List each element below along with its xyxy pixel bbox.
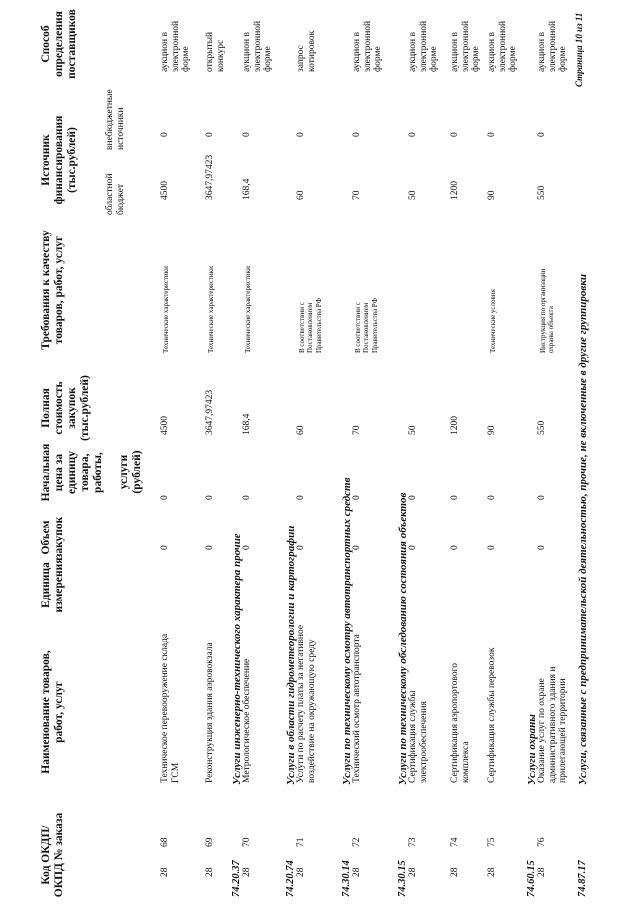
row-method: аукцион в электронной форме	[450, 20, 482, 72]
row-extra: 0	[352, 132, 362, 137]
row-code-number: 70	[242, 837, 252, 847]
row-regional: 50	[408, 190, 418, 200]
row-requirements: В соответствии с Постановлением Правительства РФ	[354, 297, 379, 353]
row-extra: 0	[450, 132, 460, 137]
row-code-number: 75	[487, 837, 497, 847]
row-code-section: 28	[537, 867, 547, 877]
row-price: 0	[242, 495, 252, 500]
row-requirements: Технические характеристики	[244, 266, 252, 353]
row-code-number: 71	[296, 837, 306, 847]
row-method: аукцион в электронной форме	[352, 20, 384, 72]
group-code: 74.30.14	[341, 860, 352, 897]
row-price: 0	[352, 495, 362, 500]
group-code: 74.20.37	[231, 860, 242, 897]
row-volume: 0	[487, 545, 497, 550]
row-name: Реконструкция здания аэровокзала	[205, 642, 215, 783]
row-code-section: 28	[296, 867, 306, 877]
row-regional: 550	[537, 185, 547, 200]
row-volume: 0	[450, 545, 460, 550]
row-volume: 0	[242, 545, 252, 550]
row-requirements: Инструкция по организации охраны объекта	[539, 268, 556, 353]
row-price: 0	[487, 495, 497, 500]
row-name: Технический осмотр автотранспорта	[352, 634, 362, 783]
row-volume: 0	[352, 545, 362, 550]
row-total: 60	[296, 425, 306, 435]
header-method: Способ определения поставщиков	[40, 9, 78, 79]
row-name: Сертификация аэропортового комплекса	[450, 663, 471, 783]
header-code: Код ОКДП/ ОКПД № заказа	[40, 812, 65, 898]
row-price: 0	[205, 495, 215, 500]
row-total: 70	[352, 425, 362, 435]
row-requirements: Технические характеристики	[162, 266, 170, 353]
header-source-extra: внебюджетные источники	[105, 89, 126, 150]
row-extra: 0	[160, 132, 170, 137]
row-price: 0	[408, 495, 418, 500]
row-price: 0	[160, 495, 170, 500]
group-title: Услуги инженерно-технического характера прочие	[231, 533, 243, 785]
header-total: Полная стоимость закупок (тыс.рублей)	[40, 375, 91, 441]
row-method: запрос котировок	[296, 30, 317, 72]
row-regional: 4500	[160, 181, 170, 200]
row-volume: 0	[296, 545, 306, 550]
row-extra: 0	[242, 132, 252, 137]
row-code-section: 28	[450, 867, 460, 877]
row-code-section: 28	[408, 867, 418, 877]
row-code-number: 76	[537, 837, 547, 847]
row-total: 1200	[450, 416, 460, 435]
row-extra: 0	[537, 132, 547, 137]
group-code: 74.20.74	[285, 860, 296, 897]
group-title: Услуги охраны	[526, 714, 538, 785]
row-requirements: В соответствии с Постановлением Правительства РФ	[298, 297, 323, 353]
row-name: Услуги по расчету платы за негативное воздействие на окружающую среду	[296, 624, 317, 783]
row-method: аукцион в электронной форме	[242, 20, 274, 72]
row-code-number: 74	[450, 837, 460, 847]
group-title: Услуги, связанные с предпринимательской деятельностью, прочие, не включенные в другие группировки	[577, 273, 589, 785]
row-price: 0	[296, 495, 306, 500]
row-volume: 0	[205, 545, 215, 550]
group-code: 74.87.17	[577, 860, 588, 897]
row-volume: 0	[160, 545, 170, 550]
row-volume: 0	[408, 545, 418, 550]
header-requirements: Требования к качеству товаров, работ, услуг	[40, 230, 65, 350]
row-code-number: 73	[408, 837, 418, 847]
row-requirements: Технические характеристики	[207, 266, 215, 353]
row-name: Метрологическое обеспечение	[242, 658, 252, 783]
row-total: 550	[537, 420, 547, 435]
header-price-unit: услуги (рублей)	[118, 450, 143, 494]
header-source-regional: областной бюджет	[105, 173, 126, 215]
group-title: Услуги в области гидрометеорологии и картографии	[285, 525, 297, 785]
header-price: Начальная цена за единицу товара, работы,	[40, 443, 104, 502]
row-regional: 168,4	[242, 178, 252, 200]
row-regional: 3647,97423	[205, 154, 215, 200]
row-regional: 60	[296, 190, 306, 200]
row-total: 90	[487, 425, 497, 435]
row-code-number: 69	[205, 837, 215, 847]
row-name: Сертификация службы перевозок	[487, 647, 497, 783]
group-title: Услуги по техническому обследованию состояния объектов	[397, 492, 409, 785]
row-code-number: 72	[352, 837, 362, 847]
row-method: открытый конкурс	[205, 31, 226, 72]
header-volume: Объем закупок	[40, 516, 65, 559]
row-extra: 0	[487, 132, 497, 137]
row-total: 3647,97423	[205, 389, 215, 435]
row-method: аукцион в электронной форме	[537, 20, 569, 72]
row-total: 4500	[160, 416, 170, 435]
row-requirements: Технические условия	[489, 289, 497, 353]
row-method: аукцион в электронной форме	[408, 20, 440, 72]
row-name: Сертификация службы электрообеспечения	[408, 690, 429, 783]
row-regional: 70	[352, 190, 362, 200]
row-name: Оказание услуг по охране административного здания и прилегающей территории	[537, 666, 569, 783]
row-method: аукцион в электронной форме	[487, 20, 519, 72]
header-name: Наименование товаров, работ, услуг	[40, 650, 65, 774]
row-total: 168,4	[242, 413, 252, 435]
row-method: аукцион в электронной форме	[160, 20, 192, 72]
row-price: 0	[537, 495, 547, 500]
row-code-section: 28	[352, 867, 362, 877]
row-extra: 0	[296, 132, 306, 137]
row-price: 0	[450, 495, 460, 500]
row-regional: 1200	[450, 181, 460, 200]
row-volume: 0	[537, 545, 547, 550]
group-title: Услуги по техническому осмотру автотранспортных средств	[341, 477, 353, 785]
header-source: Источник финансирования (тыс.рублей)	[40, 115, 78, 205]
row-code-section: 28	[205, 867, 215, 877]
row-code-section: 28	[487, 867, 497, 877]
row-code-section: 28	[242, 867, 252, 877]
row-total: 50	[408, 425, 418, 435]
group-code: 74.60.15	[526, 860, 537, 897]
header-unit: Единица измерения	[40, 557, 65, 613]
row-regional: 90	[487, 190, 497, 200]
row-code-section: 28	[160, 867, 170, 877]
row-name: Техническое перевооружение склада ГСМ	[160, 633, 181, 783]
row-extra: 0	[205, 132, 215, 137]
group-code: 74.30.15	[397, 860, 408, 897]
page-footer: Страница 10 из 11	[574, 12, 584, 87]
row-code-number: 68	[160, 837, 170, 847]
row-extra: 0	[408, 132, 418, 137]
